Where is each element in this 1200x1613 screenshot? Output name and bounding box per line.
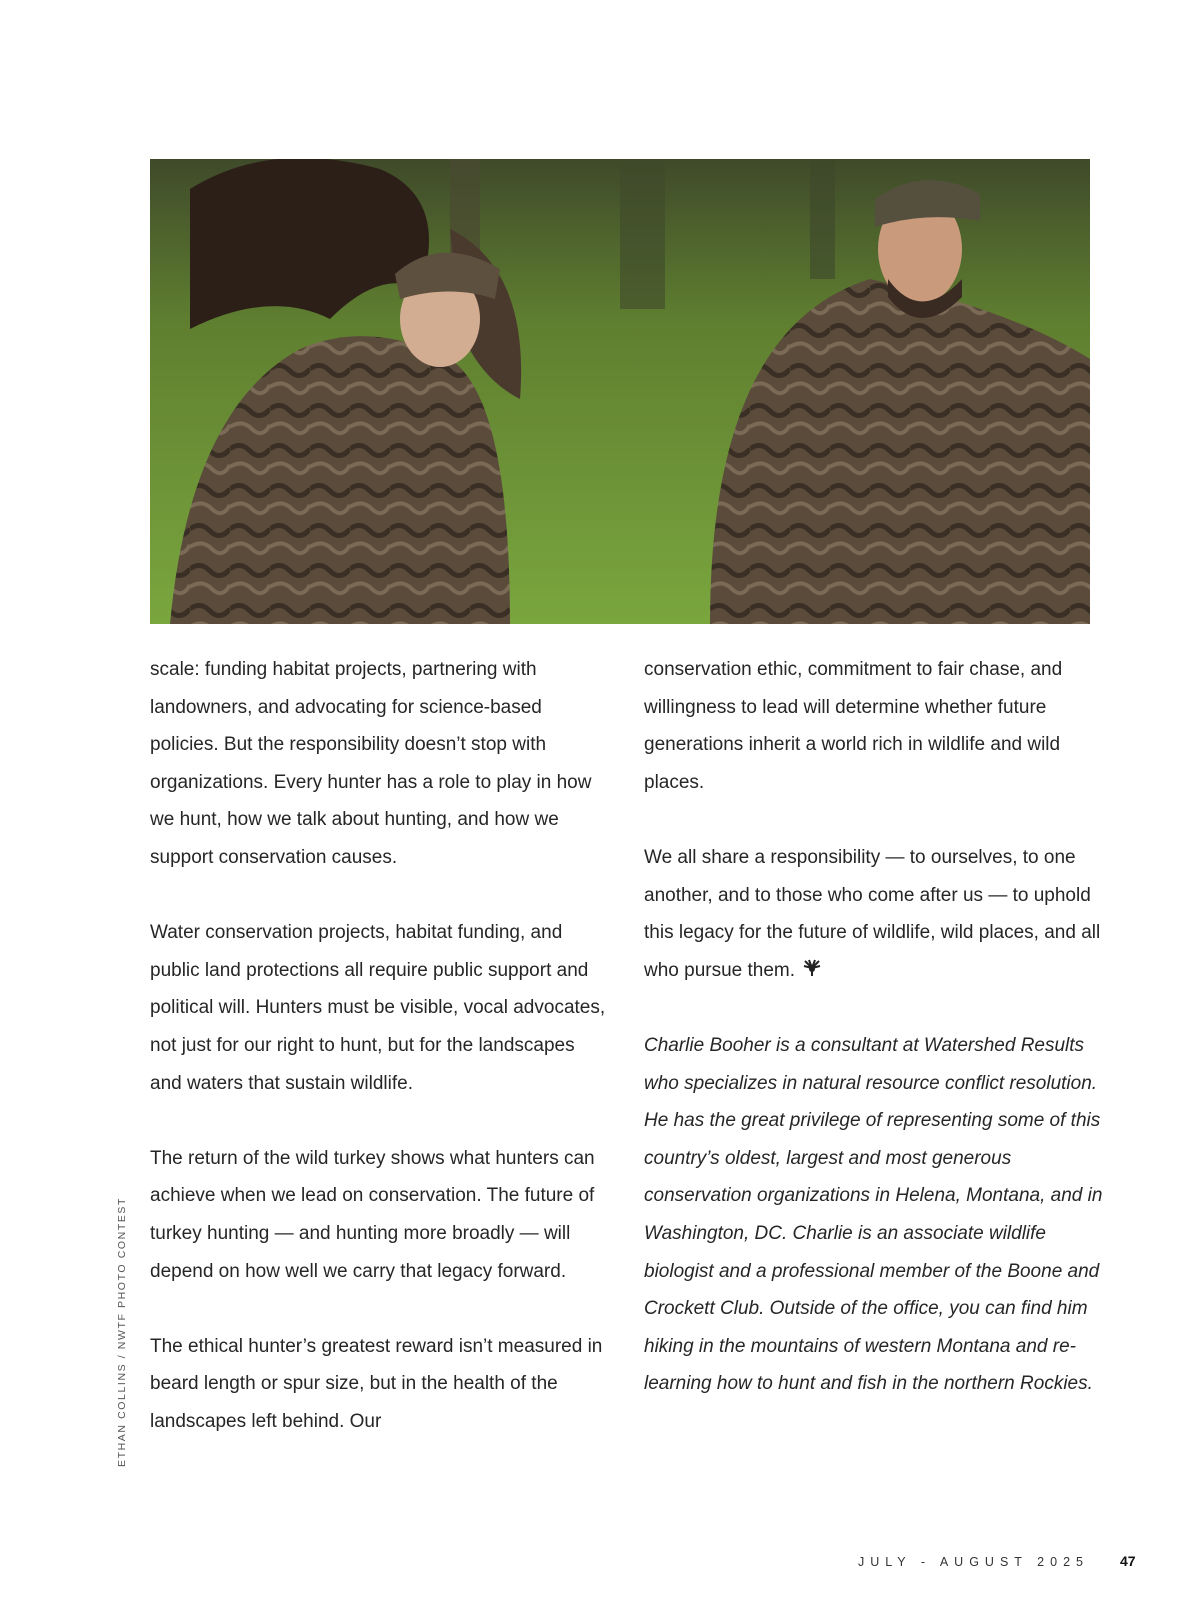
article-right-column xyxy=(644,651,1104,1440)
article-left-column xyxy=(150,651,610,1478)
article-paragraph: conservation ethic, commitment to fair chase, and willingness to lead will determine whether future generations inherit a world rich in wildlife and wild places. xyxy=(644,659,1063,793)
article-paragraph: The ethical hunter’s greatest reward isn’t measured in beard length or spur size, but in the health of the landscapes left behind. Our xyxy=(150,1335,603,1432)
article-paragraph-text: We all share a responsibility — to ourselves, to one another, and to those who come after us — to uphold this legacy for the future of wildlife, wild places, and all who pursue them. xyxy=(644,846,1101,981)
hunters-photo xyxy=(150,159,1090,624)
page-number: 47 xyxy=(1120,1553,1136,1569)
article-closing-paragraph xyxy=(644,839,1104,989)
article-paragraph: The return of the wild turkey shows what hunters can achieve when we lead on conservation. The future of turkey hunting — and hunting more broadly — will depend on how well we carry that legacy forward. xyxy=(150,1147,595,1282)
turkey-end-mark-icon xyxy=(802,958,822,978)
article-paragraph: scale: funding habitat projects, partnering with landowners, and advocating for science-based policies. But the responsibility doesn’t stop with organizations. Every hunter has a role to play in how we hunt, how we talk about hunting, and how we support conservation causes. xyxy=(150,659,592,868)
author-bio: Charlie Booher is a consultant at Watershed Results who specializes in natural resource conflict resolution. He has the great privilege of representing some of this country’s oldest, largest and most generous conservation organizations in Helena, Montana, and in Washington, DC. Charlie is an associate wildlife biologist and a professional member of the Boone and Crockett Club. Outside of the office, you can find him hiking in the mountains of western Montana and re-learning how to hunt and fish in the northern Rockies. xyxy=(644,1034,1103,1395)
article-paragraph: Water conservation projects, habitat funding, and public land protections all require public support and political will. Hunters must be visible, vocal advocates, not just for our right to hunt, but for the landscapes and waters that sustain wildlife. xyxy=(150,922,606,1094)
issue-date: JULY - AUGUST 2025 xyxy=(858,1555,1089,1569)
photo-credit: ETHAN COLLINS / NWTF PHOTO CONTEST xyxy=(116,1196,128,1467)
